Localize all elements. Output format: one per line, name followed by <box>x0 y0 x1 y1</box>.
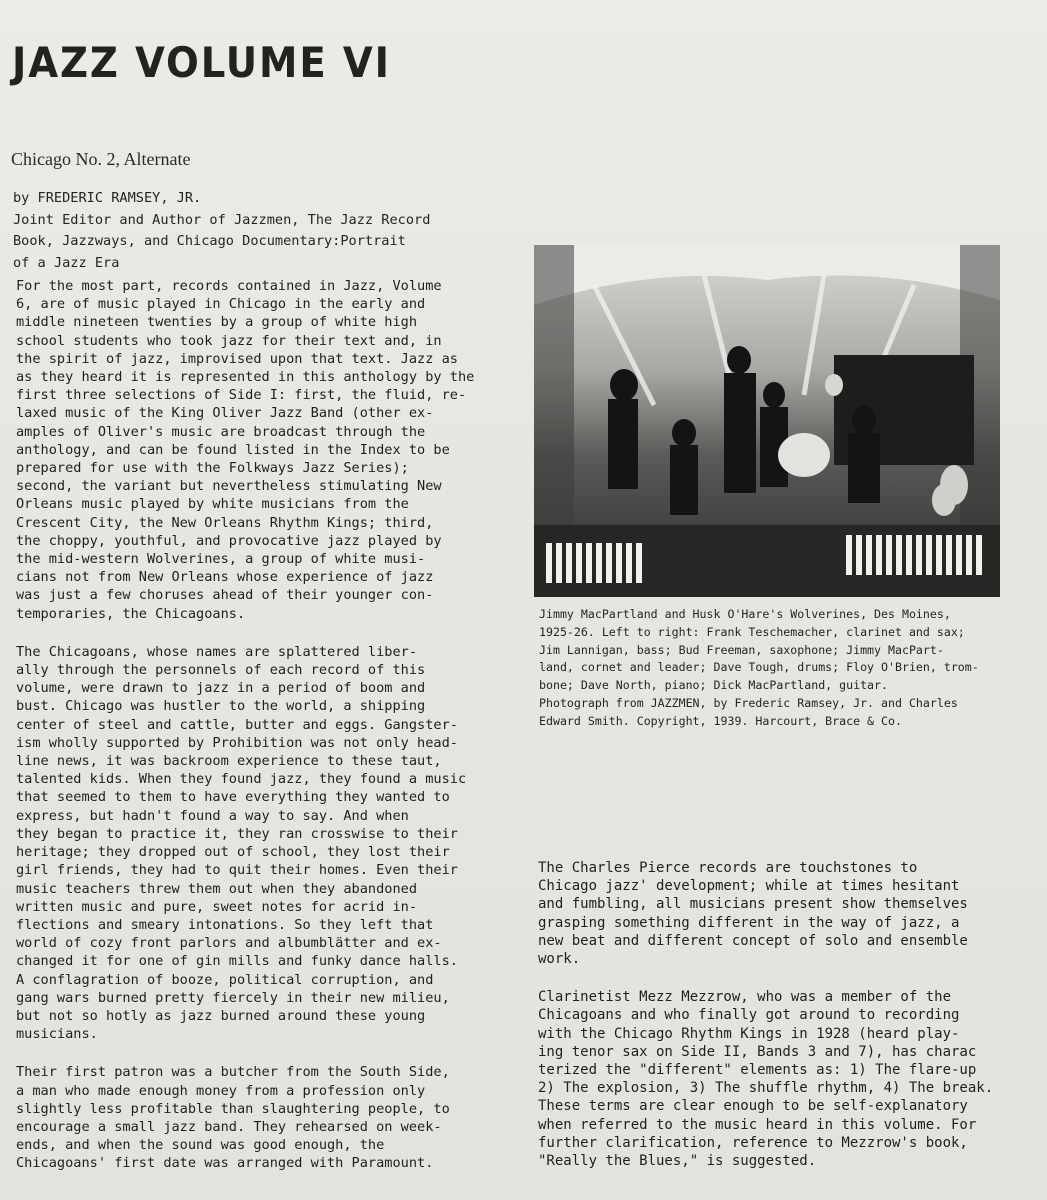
text-line: a man who made enough money from a profession only <box>16 1082 426 1099</box>
text-line: Clarinetist Mezz Mezzrow, who was a member of the <box>538 989 952 1006</box>
text-line: and fumbling, all musicians present show themselves <box>538 896 968 913</box>
text-line: laxed music of the King Oliver Jazz Band (other ex- <box>16 405 434 422</box>
text-line: temporaries, the Chicagoans. <box>16 605 246 622</box>
text-line: further clarification, reference to Mezzrow's book, <box>538 1134 968 1151</box>
paragraph <box>538 859 1008 968</box>
caption-line: Photograph from JAZZMEN, by Frederic Ramsey, Jr. and Charles <box>539 695 958 710</box>
text-line: Their first patron was a butcher from the South Side, <box>16 1064 450 1081</box>
text-line: first three selections of Side I: first, the fluid, re- <box>16 387 467 404</box>
text-line: school students who took jazz for their text and, in <box>16 332 442 349</box>
text-line: slightly less profitable than slaughtering people, to <box>16 1100 450 1117</box>
text-line: gang wars burned pretty fiercely in their new milieu, <box>16 989 450 1006</box>
text-line: The Charles Pierce records are touchstones to <box>538 860 918 876</box>
text-line: ing tenor sax on Side II, Bands 3 and 7), has charac <box>538 1043 977 1060</box>
caption-line: Jimmy MacPartland and Husk O'Hare's Wolverines, Des Moines, <box>539 607 951 621</box>
caption-line: bone; Dave North, piano; Dick MacPartland, guitar. <box>539 678 889 693</box>
text-line: middle nineteen twenties by a group of white high <box>16 314 418 331</box>
text-line: with the Chicago Rhythm Kings in 1928 (heard play- <box>538 1025 960 1042</box>
photograph-image <box>534 245 1000 597</box>
text-line: the spirit of jazz, improvised upon that text. Jazz as <box>16 350 458 367</box>
text-line: Chicago jazz' development; while at times hesitant <box>538 878 960 895</box>
text-line: the choppy, youthful, and provocative jazz played by <box>16 532 442 549</box>
page-title: JAZZ VOLUME VI <box>12 38 391 87</box>
text-line: when referred to the music heard in this volume. For <box>538 1116 977 1133</box>
text-line: second, the variant but nevertheless stimulating New <box>16 478 442 495</box>
text-line: ism wholly supported by Prohibition was not only head- <box>16 734 458 751</box>
page-subtitle: Chicago No. 2, Alternate <box>11 149 191 169</box>
text-line: Orleans music played by white musicians from the <box>16 496 409 513</box>
text-line: A conflagration of booze, political corruption, and <box>16 971 434 988</box>
text-line: center of steel and cattle, butter and eggs. Gangster- <box>16 716 458 733</box>
paragraph <box>16 277 496 623</box>
text-line: cians not from New Orleans whose experience of jazz <box>16 569 434 586</box>
text-line: Chicagoans' first date was arranged with Paramount. <box>16 1155 434 1172</box>
byline-line: Book, Jazzways, and Chicago Documentary:Portrait <box>13 233 406 249</box>
text-line: they began to practice it, they ran crosswise to their <box>16 825 458 842</box>
text-line: flections and smeary intonations. So they left that <box>16 916 434 933</box>
text-line: changed it for one of gin mills and funky dance halls. <box>16 953 458 970</box>
caption-line: land, cornet and leader; Dave Tough, drums; Floy O'Brien, trom- <box>539 660 979 675</box>
text-line: written music and pure, sweet notes for acrid in- <box>16 898 418 915</box>
paragraph <box>16 1063 496 1172</box>
paragraph <box>16 643 496 1043</box>
text-line: world of cozy front parlors and albumblätter and ex- <box>16 935 442 952</box>
text-line: Chicagoans and who finally got around to recording <box>538 1007 960 1024</box>
text-line: but not so hotly as jazz burned around these young <box>16 1007 426 1024</box>
text-line: work. <box>538 951 581 968</box>
band-photograph <box>534 245 1000 597</box>
text-line: The Chicagoans, whose names are splattered liber- <box>16 643 418 660</box>
text-line: as they heard it is represented in this anthology by the <box>16 369 475 386</box>
caption-line: Edward Smith. Copyright, 1939. Harcourt, Brace & Co. <box>539 713 902 728</box>
byline-line: of a Jazz Era <box>13 254 120 271</box>
text-line: bust. Chicago was hustler to the world, a shipping <box>16 698 426 715</box>
left-column <box>16 277 496 1193</box>
text-line: new beat and different concept of solo and ensemble <box>538 932 968 949</box>
text-line: For the most part, records contained in Jazz, Volume <box>16 278 442 294</box>
byline-line: Joint Editor and Author of Jazzmen, The Jazz Record <box>13 211 431 228</box>
text-line: Crescent City, the New Orleans Rhythm Kings; third, <box>16 514 434 531</box>
text-line: anthology, and can be found listed in the Index to be <box>16 441 450 458</box>
text-line: musicians. <box>16 1026 98 1043</box>
text-line: ends, and when the sound was good enough, the <box>16 1137 385 1154</box>
text-line: heritage; they dropped out of school, they lost their <box>16 844 450 861</box>
text-line: These terms are clear enough to be self-explanatory <box>538 1098 968 1115</box>
text-line: that seemed to them to have everything they wanted to <box>16 789 450 806</box>
photo-caption <box>539 606 1009 731</box>
byline <box>13 188 483 274</box>
right-column <box>538 859 1008 1190</box>
text-line: terized the "different" elements as: 1) The flare-up <box>538 1062 977 1079</box>
byline-author: by FREDERIC RAMSEY, JR. <box>13 190 202 206</box>
caption-line: Jim Lannigan, bass; Bud Freeman, saxophone; Jimmy MacPart- <box>539 642 944 657</box>
text-line: "Really the Blues," is suggested. <box>538 1153 817 1170</box>
text-line: music teachers threw them out when they abandoned <box>16 880 418 897</box>
text-line: express, but hadn't found a way to say. And when <box>16 807 409 824</box>
text-line: amples of Oliver's music are broadcast through the <box>16 423 426 440</box>
paragraph <box>538 988 1008 1170</box>
text-line: 2) The explosion, 3) The shuffle rhythm, 4) The break. <box>538 1080 994 1097</box>
text-line: line news, it was backroom experience to these taut, <box>16 753 442 770</box>
text-line: 6, are of music played in Chicago in the early and <box>16 296 426 313</box>
text-line: talented kids. When they found jazz, they found a music <box>16 771 467 788</box>
text-line: girl friends, they had to quit their homes. Even their <box>16 862 458 879</box>
caption-line: 1925-26. Left to right: Frank Teschemacher, clarinet and sax; <box>539 624 965 639</box>
text-line: encourage a small jazz band. They rehearsed on week- <box>16 1118 442 1135</box>
text-line: prepared for use with the Folkways Jazz Series); <box>16 460 409 477</box>
text-line: volume, were drawn to jazz in a period of boom and <box>16 680 426 697</box>
text-line: the mid-western Wolverines, a group of white musi- <box>16 551 426 568</box>
text-line: grasping something different in the way of jazz, a <box>538 914 960 931</box>
text-line: ally through the personnels of each record of this <box>16 662 426 679</box>
text-line: was just a few choruses ahead of their younger con- <box>16 587 434 604</box>
